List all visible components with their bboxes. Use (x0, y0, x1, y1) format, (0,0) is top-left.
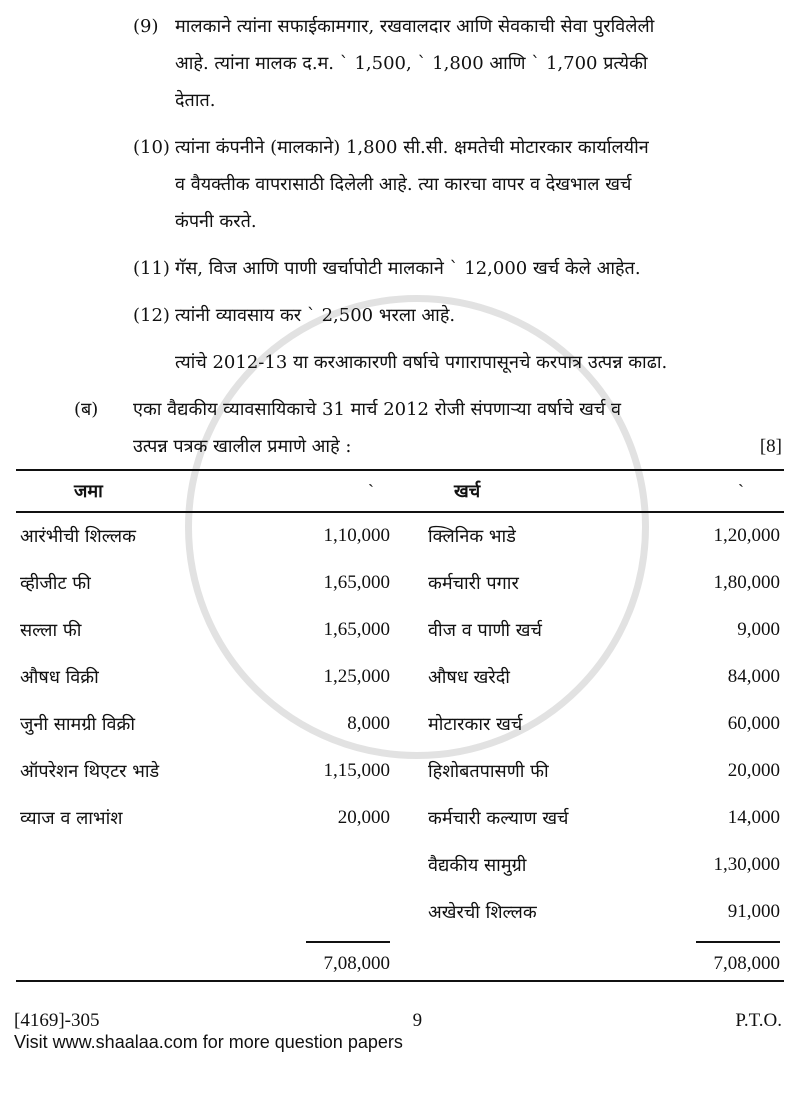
row-credit-amount: 1,65,000 (323, 618, 390, 640)
table-row (16, 653, 784, 700)
row-credit-label (16, 841, 266, 888)
row-debit-amount: 9,000 (737, 618, 780, 640)
question-items (0, 8, 800, 334)
row-debit-label: औषध खरेदी (428, 666, 510, 688)
row-debit-label: अखेरची शिल्लक (428, 901, 537, 923)
marks: [8] (759, 436, 782, 457)
row-credit-label: ऑपरेशन थिएटर भाडे (20, 760, 160, 782)
item-text (175, 250, 782, 287)
row-debit-label: हिशोबतपासणी फी (428, 760, 549, 782)
row-credit-amount: 1,65,000 (323, 571, 390, 593)
table-row (16, 888, 784, 935)
paper-code: [4169]-305 (14, 1010, 100, 1031)
item-line: व वैयक्तीक वापरासाठी दिलेली आहे. त्या कारचा वापर व देखभाल खर्च (175, 174, 632, 195)
row-credit-amount: 20,000 (337, 806, 390, 828)
row-debit-amount: 1,30,000 (713, 853, 780, 875)
table-header-row (16, 470, 784, 512)
instruction: त्यांचे 2012-13 या करआकारणी वर्षाचे पगारापासूनचे करपात्र उत्पन्न काढा. (175, 352, 668, 373)
visit-link[interactable]: Visit www.shaalaa.com for more question papers (14, 1032, 403, 1052)
row-debit-amount: 14,000 (727, 806, 780, 828)
item-line: कंपनी करते. (175, 211, 257, 232)
item-line: त्यांनी व्यावसाय कर ` 2,500 भरला आहे. (175, 305, 456, 326)
table-row (16, 512, 784, 559)
table-body (16, 512, 784, 935)
row-credit-label: जुनी सामग्री विक्री (20, 713, 136, 735)
row-credit-label: व्हीजीट फी (20, 572, 91, 594)
header-credit: जमा (74, 481, 103, 502)
question-item (133, 8, 782, 119)
row-credit-amount (266, 888, 394, 935)
row-credit-amount: 1,25,000 (323, 665, 390, 687)
item-number: (12) (133, 305, 170, 326)
row-debit-label: क्लिनिक भाडे (428, 526, 516, 547)
part-b (74, 391, 782, 465)
table-row (16, 559, 784, 606)
row-debit-label: कर्मचारी पगार (428, 572, 519, 594)
part-b-line-1: एका वैद्यकीय व्यावसायिकाचे 31 मार्च 2012 रोजी संपणाऱ्या वर्षाचे खर्च व (133, 399, 622, 420)
row-credit-amount: 8,000 (347, 712, 390, 734)
item-number: (11) (133, 258, 170, 279)
total-credit: 7,08,000 (306, 941, 390, 975)
row-debit-label: वैद्यकीय सामुग्री (428, 854, 527, 876)
item-text (175, 297, 782, 334)
pto: P.T.O. (735, 1010, 782, 1031)
item-number: (10) (133, 137, 170, 158)
question-item (133, 129, 782, 240)
item-line: आहे. त्यांना मालक द.म. ` 1,500, ` 1,800 आणि ` 1,700 प्रत्येकी (175, 53, 648, 74)
table-total-row (16, 935, 784, 981)
income-expenditure-table (16, 469, 784, 982)
row-debit-amount: 20,000 (727, 759, 780, 781)
row-credit-amount (266, 841, 394, 888)
footer (14, 1010, 782, 1031)
table-row (16, 700, 784, 747)
row-credit-amount: 1,15,000 (323, 759, 390, 781)
row-debit-label: कर्मचारी कल्याण खर्च (428, 807, 569, 829)
page-number: 9 (412, 1010, 423, 1031)
row-debit-amount: 84,000 (727, 665, 780, 687)
question-item (133, 297, 782, 334)
item-line: गॅस, विज आणि पाणी खर्चापोटी मालकाने ` 12,000 खर्च केले आहेत. (175, 258, 641, 279)
row-debit-amount: 60,000 (727, 712, 780, 734)
row-debit-label: मोटारकार खर्च (428, 713, 523, 735)
total-debit: 7,08,000 (696, 941, 780, 975)
part-b-line-2: उत्पन्न पत्रक खालील प्रमाणे आहे : (133, 436, 352, 457)
item-number: (9) (133, 16, 159, 37)
table-row (16, 747, 784, 794)
item-line: मालकाने त्यांना सफाईकामगार, रखवालदार आणि सेवकाची सेवा पुरविलेली (175, 16, 655, 37)
table-row (16, 794, 784, 841)
table-row (16, 841, 784, 888)
item-text (175, 8, 782, 119)
row-debit-amount: 91,000 (727, 900, 780, 922)
row-credit-label (16, 888, 266, 935)
item-text (175, 129, 782, 240)
row-credit-label: सल्ला फी (20, 619, 82, 641)
item-line: त्यांना कंपनीने (मालकाने) 1,800 सी.सी. क्षमतेची मोटारकार कार्यालयीन (175, 137, 649, 158)
question-item (133, 250, 782, 287)
row-debit-amount: 1,80,000 (713, 571, 780, 593)
row-credit-amount: 1,10,000 (323, 525, 390, 546)
item-line: देतात. (175, 90, 216, 111)
header-debit-unit: ` (738, 480, 744, 501)
part-b-label: (ब) (74, 399, 99, 420)
header-debit: खर्च (454, 481, 481, 502)
row-debit-label: वीज व पाणी खर्च (428, 619, 542, 641)
header-credit-unit: ` (368, 480, 374, 501)
row-debit-amount: 1,20,000 (713, 525, 780, 546)
row-credit-label: व्याज व लाभांश (20, 807, 123, 829)
row-credit-label: औषध विक्री (20, 666, 99, 688)
row-credit-label: आरंभीची शिल्लक (20, 526, 136, 547)
table-row (16, 606, 784, 653)
